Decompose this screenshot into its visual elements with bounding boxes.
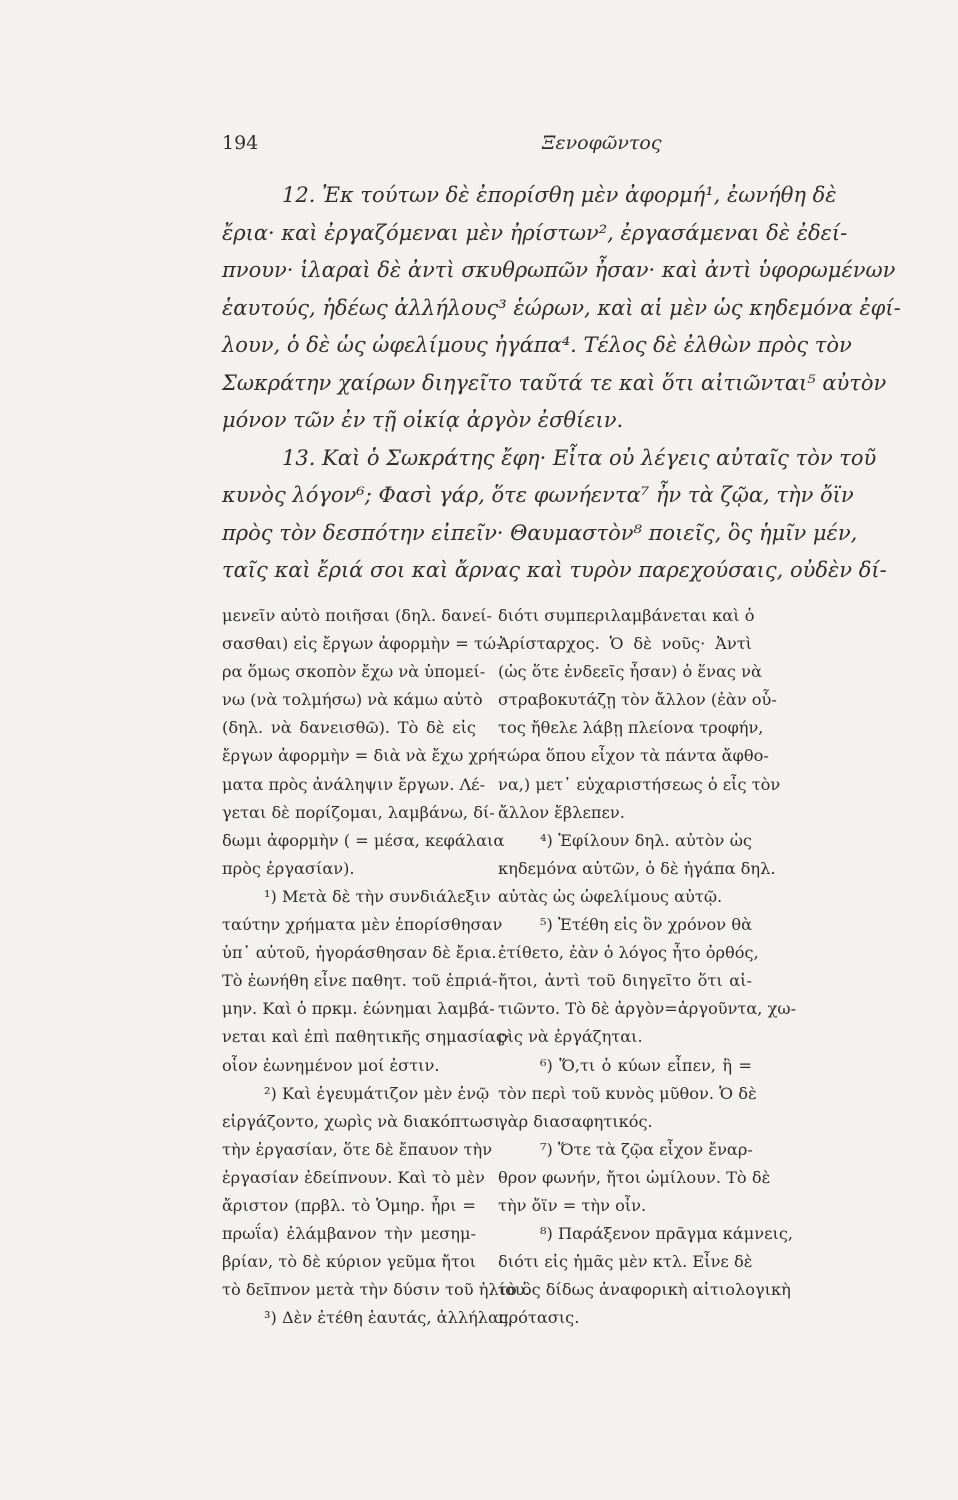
footnote-line: ὑπ᾽ αὐτοῦ, ἠγοράσθησαν δὲ ἔρια. — [222, 943, 497, 963]
footnote-line: ἄλλον ἔβλεπεν. — [498, 802, 625, 822]
footnotes-left-column — [222, 602, 530, 1332]
main-text-line: Σωκράτην χαίρων διηγεῖτο ταῦτά τε καὶ ὅτι αἰτιῶνται⁵ αὐτὸν — [222, 370, 887, 395]
main-text-line: ταῖς καὶ ἔριά σοι καὶ ἄρνας καὶ τυρὸν παρεχούσαις, οὐδὲν δί- — [222, 558, 887, 582]
footnote-line: ἤτοι, ἀντὶ τοῦ διηγεῖτο ὅτι αἰ- — [498, 971, 752, 991]
footnote-line: ⁷) Ὅτε τὰ ζῷα εἶχον ἔναρ- — [540, 1139, 753, 1159]
footnote-line: σασθαι) εἰς ἔργων ἀφορμὴν = τώ- — [222, 634, 502, 654]
footnote-line: μην. Καὶ ὁ πρκμ. ἐώνημαι λαμβά- — [222, 999, 495, 1019]
main-text-line: λουν, ὁ δὲ ὡς ὠφελίμους ἠγάπα⁴. Τέλος δὲ ἐλθὼν πρὸς τὸν — [222, 333, 852, 357]
footnote-line: να,) μετ᾽ εὐχαριστήσεως ὁ εἷς τὸν — [498, 774, 781, 794]
page-number: 194 — [222, 132, 259, 154]
footnote-line: (ὡς ὅτε ἐνδεεῖς ἦσαν) ὁ ἕνας νὰ — [498, 662, 762, 682]
footnote-line: πρὸς ἐργασίαν). — [222, 858, 355, 878]
main-text-line: 12. Ἐκ τούτων δὲ ἐπορίσθη μὲν ἀφορμή¹, ἐωνήθη δὲ — [282, 183, 837, 207]
footnote-line: ρα ὅμως σκοπὸν ἔχω νὰ ὑπομεί- — [222, 662, 486, 682]
footnote-line: ἐργασίαν ἐδείπνουν. Καὶ τὸ μὲν — [222, 1167, 485, 1187]
footnote-line: κηδεμόνα αὐτῶν, ὁ δὲ ἠγάπα δηλ. — [498, 858, 776, 878]
running-title: Ξενοφῶντος — [542, 132, 662, 154]
footnote-line: τὴν ὄϊν = τὴν οἶν. — [498, 1195, 647, 1215]
main-text-line: ἑαυτούς, ἡδέως ἀλλήλους³ ἑώρων, καὶ αἱ μὲν ὡς κηδεμόνα ἐφί- — [222, 295, 901, 320]
footnote-line: πρότασις. — [498, 1308, 580, 1328]
footnote-line: τὴν ἐργασίαν, ὅτε δὲ ἔπαυον τὴν — [222, 1139, 493, 1159]
main-text-block — [222, 177, 901, 590]
footnote-line: τος ἤθελε λάβῃ πλείονα τροφήν, — [498, 718, 764, 738]
footnote-line: βρίαν, τὸ δὲ κύριον γεῦμα ἤτοι — [222, 1252, 476, 1272]
footnote-line: ⁶) Ὅ,τι ὁ κύων εἶπεν, ἢ = — [540, 1055, 752, 1075]
footnote-line: στραβοκυτάζῃ τὸν ἄλλον (ἐὰν οὗ- — [498, 690, 777, 710]
footnote-line: ἐτίθετο, ἐὰν ὁ λόγος ἦτο ὀρθός, — [498, 943, 759, 963]
footnote-line: Ἀρίσταρχος. Ὁ δὲ νοῦς· Ἀντὶ — [498, 634, 752, 654]
footnote-line: ²) Καὶ ἐγευμάτιζον μὲν ἐνῷ — [264, 1083, 490, 1103]
footnote-line: εἰργάζοντο, χωρὶς νὰ διακόπτωσι — [222, 1111, 501, 1131]
footnote-line: διότι εἰς ἡμᾶς μὲν κτλ. Εἶνε δὲ — [498, 1252, 753, 1272]
footnote-line: γεται δὲ πορίζομαι, λαμβάνω, δί- — [222, 802, 495, 822]
main-text-line: κυνὸς λόγον⁶; Φασὶ γάρ, ὅτε φωνήεντα⁷ ἦν τὰ ζῷα, τὴν ὄϊν — [222, 483, 854, 507]
footnote-line: ³) Δὲν ἐτέθη ἑαυτάς, ἀλλήλας, — [264, 1308, 514, 1328]
main-text-line: 13. Καὶ ὁ Σωκράτης ἔφη· Εἶτα οὐ λέγεις αὐταῖς τὸν τοῦ — [282, 445, 877, 470]
footnote-line: θρον φωνήν, ἤτοι ὡμίλουν. Τὸ δὲ — [498, 1167, 771, 1187]
footnote-line: ⁸) Παράξενον πρᾶγμα κάμνεις, — [540, 1224, 794, 1244]
footnote-line: τὸν περὶ τοῦ κυνὸς μῦθον. Ὁ δὲ — [498, 1083, 757, 1103]
footnote-line: ¹) Μετὰ δὲ τὴν συνδιάλεξιν — [264, 886, 491, 906]
footnote-line: πρωΐα) ἐλάμβανον τὴν μεσημ- — [222, 1224, 476, 1244]
footnote-line: ⁵) Ἐτέθη εἰς ὃν χρόνον θὰ — [540, 915, 752, 935]
footnote-line: ἄριστον (πρβλ. τὸ Ὁμηρ. ἦρι = — [222, 1195, 476, 1215]
footnote-line: ματα πρὸς ἀνάληψιν ἔργων. Λέ- — [222, 774, 486, 794]
footnote-line: (δηλ. νὰ δανεισθῶ). Τὸ δὲ εἰς — [222, 718, 476, 738]
footnote-line: ρὶς νὰ ἐργάζηται. — [498, 1027, 643, 1047]
footnote-line: τώρα ὅπου εἶχον τὰ πάντα ἄφθο- — [498, 746, 769, 766]
footnote-line: τιῶντο. Τὸ δὲ ἀργὸν=ἀργοῦντα, χω- — [498, 999, 797, 1019]
footnote-line: ἔργων ἀφορμὴν = διὰ νὰ ἔχω χρή- — [222, 746, 503, 766]
footnote-line: Τὸ ἐωνήθη εἶνε παθητ. τοῦ ἐπριά- — [222, 971, 498, 991]
footnote-line: τὸ δεῖπνον μετὰ τὴν δύσιν τοῦ ἡλίου. — [222, 1280, 530, 1300]
footnote-line: ⁴) Ἐφίλουν δηλ. αὐτὸν ὡς — [540, 830, 752, 850]
footnote-line: νω (νὰ τολμήσω) νὰ κάμω αὐτὸ — [222, 690, 483, 710]
main-text-line: πρὸς τὸν δεσπότην εἰπεῖν· Θαυμαστὸν⁸ ποιεῖς, ὃς ἡμῖν μέν, — [222, 520, 858, 545]
footnote-line: δωμι ἀφορμὴν ( = μέσα, κεφάλαια — [222, 830, 505, 850]
footnotes-right-column — [498, 602, 797, 1332]
main-text-line: μόνον τῶν ἐν τῇ οἰκίᾳ ἀργὸν ἐσθίειν. — [222, 408, 624, 432]
footnote-line: νεται καὶ ἐπὶ παθητικῆς σημασίας· — [222, 1027, 511, 1047]
page-header — [222, 132, 744, 162]
footnote-line: αὐτὰς ὡς ὠφελίμους αὐτῷ. — [498, 886, 723, 906]
main-text-line: ἔρια· καὶ ἐργαζόμεναι μὲν ἠρίστων², ἐργασάμεναι δὲ ἐδεί- — [222, 220, 848, 245]
footnote-line: διότι συμπεριλαμβάνεται καὶ ὁ — [498, 606, 755, 625]
footnote-line: γὰρ διασαφητικός. — [498, 1111, 653, 1131]
main-text-line: πνουν· ἱλαραὶ δὲ ἀντὶ σκυθρωπῶν ἦσαν· καὶ ἀντὶ ὑφορωμένων — [222, 258, 896, 282]
footnote-line: ταύτην χρήματα μὲν ἐπορίσθησαν — [222, 915, 503, 935]
footnote-line: μενεῖν αὐτὸ ποιῆσαι (δηλ. δανεί- — [222, 606, 493, 625]
footnote-line: τὸ ὃς δίδως ἀναφορικὴ αἰτιολογικὴ — [498, 1280, 791, 1300]
footnote-line: οἷον ἐωνημένον μοί ἐστιν. — [222, 1055, 440, 1075]
